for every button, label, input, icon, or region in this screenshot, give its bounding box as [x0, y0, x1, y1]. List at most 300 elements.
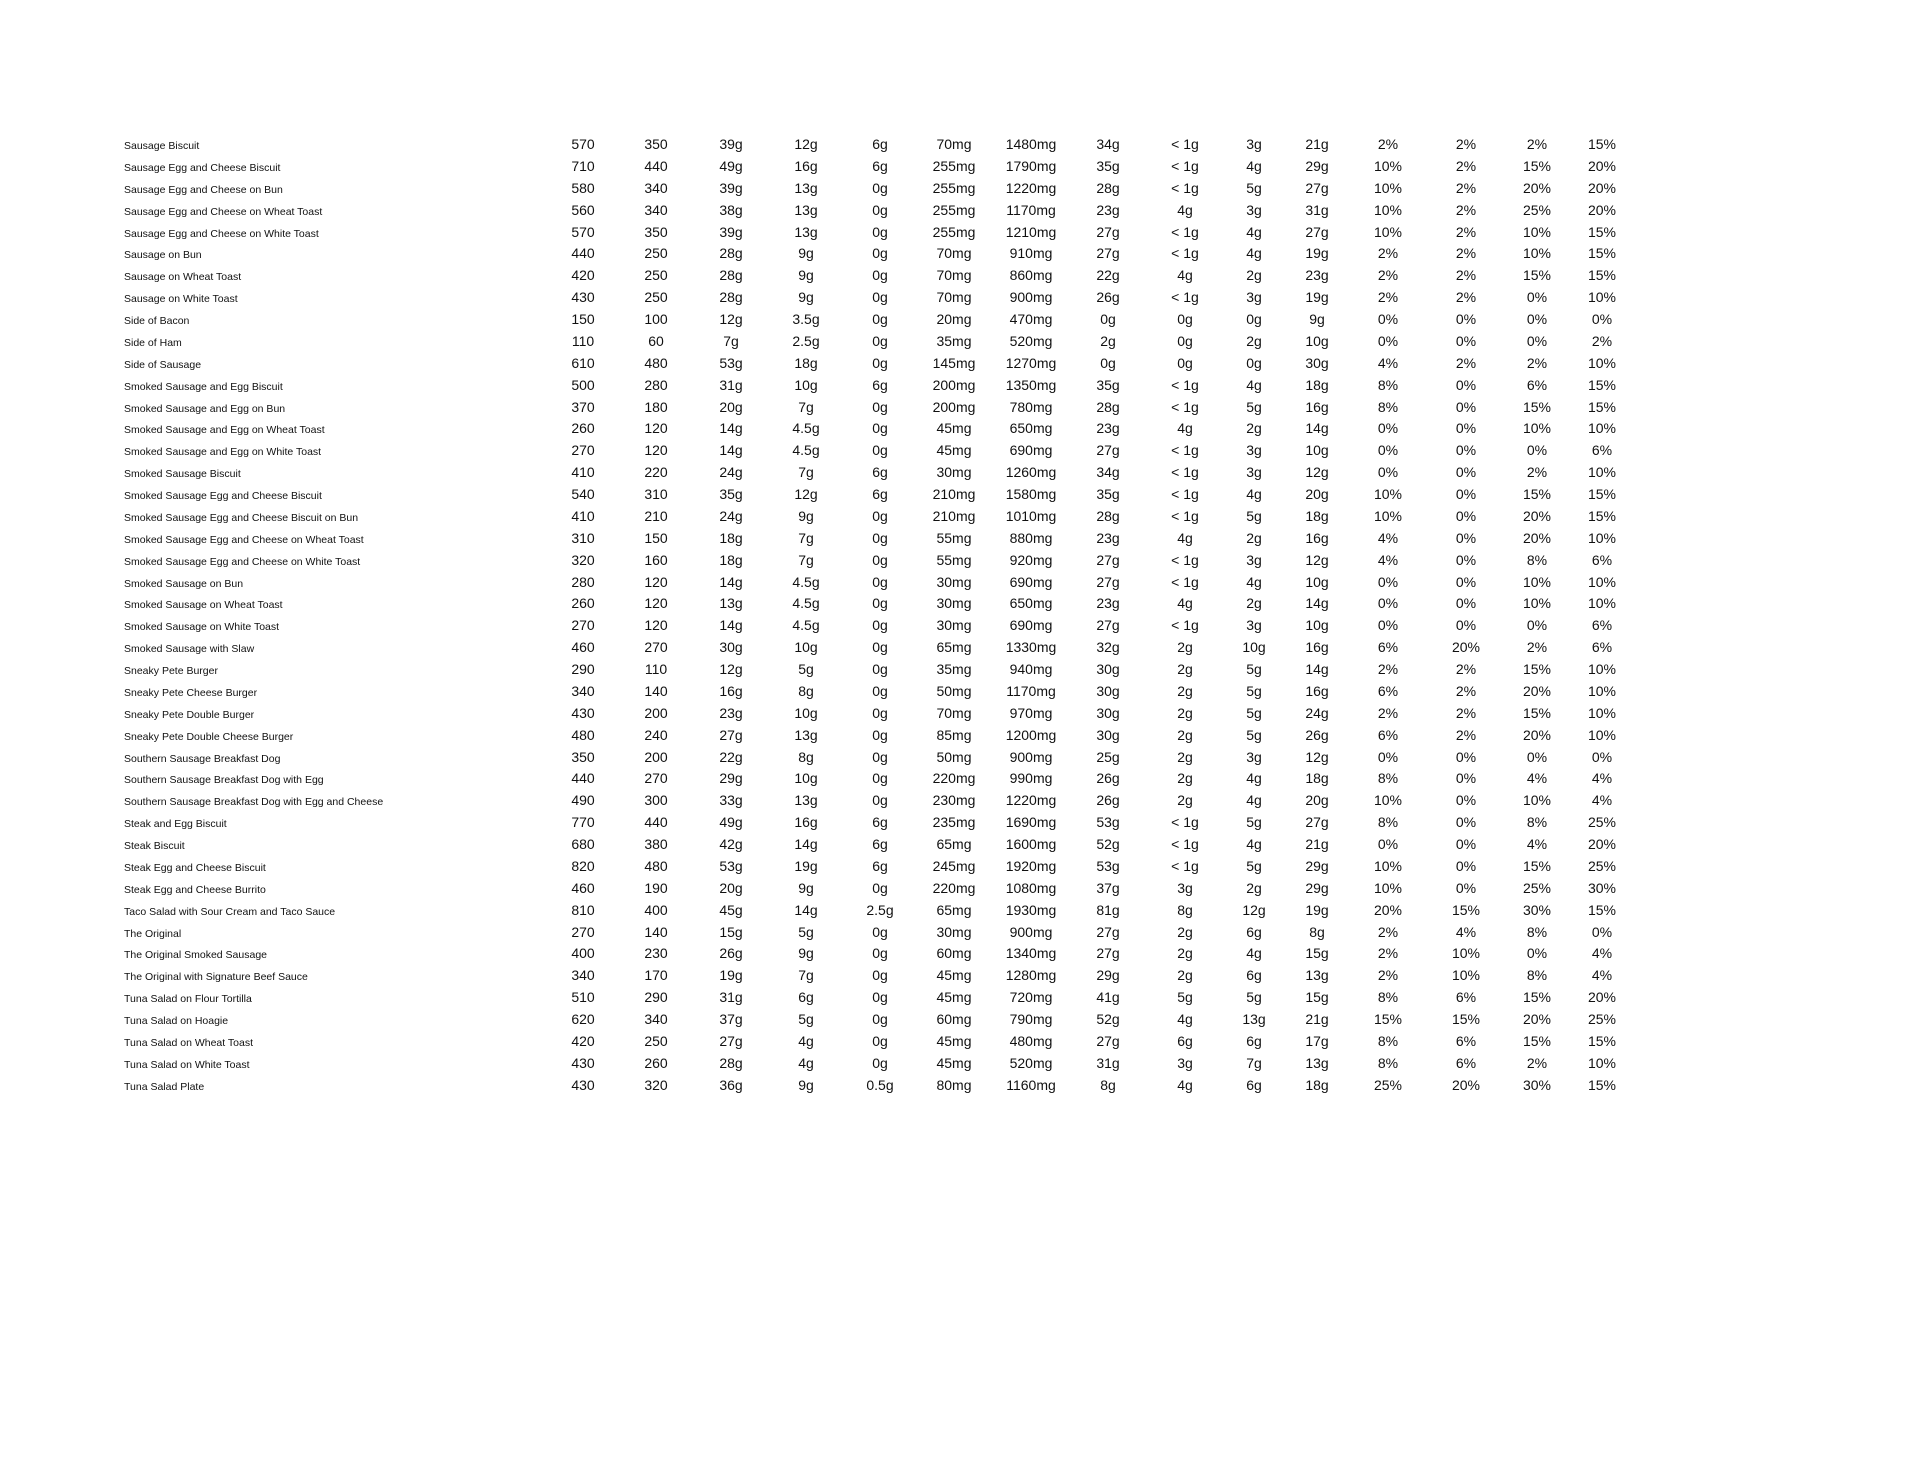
table-cell: 60mg: [936, 945, 972, 962]
table-cell: 15%: [1587, 136, 1617, 152]
table-cell: 18g: [794, 354, 818, 371]
table-cell: 10%: [1522, 573, 1552, 590]
table-cell: 2g: [1246, 879, 1262, 896]
table-cell: 2g: [1246, 420, 1262, 437]
table-cell: 9g: [798, 245, 814, 262]
item-name: Sausage on White Toast: [124, 293, 238, 306]
table-cell: 200: [644, 748, 668, 765]
item-name: Steak Egg and Cheese Biscuit: [124, 861, 266, 874]
table-cell: 2%: [1455, 245, 1477, 262]
table-cell: 8g: [1177, 901, 1193, 918]
table-row: [0, 177, 1920, 199]
table-cell: 0%: [1455, 770, 1477, 787]
table-cell: 12g: [1305, 464, 1329, 481]
item-name: Sneaky Pete Double Burger: [124, 708, 255, 721]
table-cell: 27g: [1096, 442, 1120, 459]
table-cell: 255mg: [932, 201, 976, 218]
table-cell: 10g: [1305, 442, 1329, 459]
table-cell: 14g: [719, 420, 743, 437]
table-cell: 500: [571, 376, 595, 393]
table-cell: 4%: [1377, 354, 1399, 371]
table-cell: 1080mg: [1005, 879, 1057, 896]
table-cell: 6g: [798, 989, 814, 1006]
table-cell: 690mg: [1009, 442, 1053, 459]
table-cell: 370: [571, 398, 595, 415]
table-cell: 5g: [1246, 661, 1262, 677]
table-cell: 21g: [1305, 1011, 1329, 1027]
table-cell: 18g: [1305, 507, 1329, 524]
table-cell: 7g: [798, 529, 814, 546]
table-cell: 270: [571, 617, 595, 634]
table-cell: 15%: [1522, 157, 1552, 174]
table-cell: 10g: [794, 376, 818, 393]
table-cell: 3g: [1177, 879, 1193, 896]
table-cell: 2g: [1177, 945, 1193, 962]
table-cell: 290: [571, 661, 595, 677]
table-cell: 0g: [872, 245, 888, 262]
table-cell: 260: [571, 595, 595, 612]
table-cell: 18g: [719, 551, 743, 568]
table-cell: < 1g: [1171, 136, 1199, 152]
table-cell: 520mg: [1009, 332, 1053, 349]
table-cell: 1220mg: [1005, 792, 1057, 809]
table-row: [0, 352, 1920, 374]
table-cell: 12g: [794, 486, 818, 502]
table-cell: 10%: [1587, 573, 1617, 590]
table-cell: 10%: [1373, 792, 1403, 809]
table-cell: 400: [571, 945, 595, 962]
table-cell: 15%: [1587, 267, 1617, 284]
table-cell: 0%: [1455, 617, 1477, 634]
table-cell: 26g: [1096, 792, 1120, 809]
table-cell: 10%: [1587, 726, 1617, 743]
table-cell: 15%: [1587, 1032, 1617, 1049]
table-cell: 860mg: [1009, 267, 1053, 284]
table-cell: 0%: [1455, 420, 1477, 437]
table-cell: 245mg: [932, 857, 976, 874]
table-cell: 2%: [1526, 639, 1548, 656]
table-cell: 36g: [719, 1076, 743, 1093]
table-cell: 23g: [1305, 267, 1329, 284]
table-cell: 6g: [872, 814, 888, 831]
table-cell: 21g: [1305, 836, 1329, 852]
table-row: [0, 1008, 1920, 1030]
table-cell: < 1g: [1171, 464, 1199, 481]
table-cell: 12g: [1305, 551, 1329, 568]
item-name: Smoked Sausage and Egg on Wheat Toast: [124, 424, 325, 437]
table-cell: 0g: [872, 1032, 888, 1049]
table-cell: 2g: [1177, 967, 1193, 984]
table-cell: 15%: [1522, 989, 1552, 1006]
table-cell: 0g: [872, 311, 888, 327]
table-cell: 2%: [1591, 332, 1613, 349]
table-cell: 55mg: [936, 551, 972, 568]
table-cell: 30%: [1587, 879, 1617, 896]
item-name: Side of Ham: [124, 336, 182, 349]
table-cell: 145mg: [932, 354, 976, 371]
table-cell: 0%: [1526, 311, 1548, 327]
table-cell: 15%: [1587, 376, 1617, 393]
table-cell: 255mg: [932, 179, 976, 196]
table-cell: 10%: [1373, 201, 1403, 218]
table-cell: 1200mg: [1005, 726, 1057, 743]
table-cell: 680: [571, 836, 595, 852]
table-cell: 1930mg: [1005, 901, 1057, 918]
table-cell: 4g: [1177, 1076, 1193, 1093]
table-cell: 20g: [1305, 792, 1329, 809]
table-cell: 4.5g: [792, 420, 820, 437]
table-cell: 25%: [1587, 857, 1617, 874]
table-cell: 180: [644, 398, 668, 415]
table-cell: 10%: [1587, 682, 1617, 699]
table-cell: 15%: [1522, 1032, 1552, 1049]
table-cell: 0%: [1377, 420, 1399, 437]
table-cell: 4%: [1377, 551, 1399, 568]
table-cell: 8%: [1526, 551, 1548, 568]
table-cell: 440: [571, 770, 595, 787]
table-cell: 45mg: [936, 1054, 972, 1071]
table-cell: 3g: [1246, 748, 1262, 765]
table-cell: 2%: [1455, 267, 1477, 284]
table-cell: 200mg: [932, 376, 976, 393]
table-cell: 0g: [872, 267, 888, 284]
table-cell: 970mg: [1009, 704, 1053, 721]
table-cell: 28g: [1096, 507, 1120, 524]
table-cell: 120: [644, 595, 668, 612]
table-cell: 6%: [1591, 551, 1613, 568]
table-cell: 690mg: [1009, 617, 1053, 634]
table-cell: 4g: [1177, 595, 1193, 612]
table-cell: 28g: [719, 267, 743, 284]
table-cell: 49g: [719, 814, 743, 831]
table-cell: 12g: [1242, 901, 1266, 918]
table-row: [0, 658, 1920, 680]
table-cell: 510: [571, 989, 595, 1006]
table-cell: 2g: [1177, 704, 1193, 721]
table-cell: 34g: [1096, 136, 1120, 152]
table-cell: 6%: [1377, 682, 1399, 699]
table-cell: 27g: [1096, 223, 1120, 240]
table-cell: 14g: [719, 573, 743, 590]
table-cell: 20%: [1522, 507, 1552, 524]
table-cell: 4g: [1246, 486, 1262, 502]
table-cell: 27g: [1096, 923, 1120, 940]
table-row: [0, 1052, 1920, 1074]
table-cell: 2%: [1526, 136, 1548, 152]
table-cell: 1170mg: [1006, 682, 1056, 699]
table-cell: 350: [644, 136, 668, 152]
table-cell: 0g: [872, 223, 888, 240]
item-name: Side of Bacon: [124, 315, 190, 327]
table-cell: 2.5g: [866, 901, 894, 918]
table-cell: 0.5g: [866, 1076, 894, 1093]
table-cell: 20%: [1451, 639, 1481, 656]
table-cell: 2%: [1455, 726, 1477, 743]
table-cell: 4%: [1591, 967, 1613, 984]
table-cell: 6g: [1246, 967, 1262, 984]
item-name: Tuna Salad on Flour Tortilla: [124, 993, 252, 1006]
item-name: Sneaky Pete Double Cheese Burger: [124, 730, 294, 743]
table-cell: 0%: [1455, 464, 1477, 481]
table-cell: 65mg: [936, 639, 972, 656]
table-cell: 14g: [794, 901, 818, 918]
table-cell: 650mg: [1009, 595, 1053, 612]
table-cell: 260: [571, 420, 595, 437]
table-cell: 30g: [719, 639, 743, 656]
table-cell: 30mg: [936, 464, 972, 481]
table-cell: 15%: [1587, 223, 1617, 240]
table-cell: 39g: [719, 136, 743, 152]
table-cell: 45mg: [936, 967, 972, 984]
table-cell: 0%: [1377, 573, 1399, 590]
table-cell: 150: [644, 529, 668, 546]
table-cell: 20%: [1522, 1011, 1552, 1027]
table-cell: 0g: [872, 354, 888, 371]
table-cell: 8%: [1377, 1032, 1399, 1049]
table-cell: 340: [644, 201, 668, 218]
table-cell: 210: [644, 507, 668, 524]
table-cell: 23g: [1096, 595, 1120, 612]
table-cell: 120: [644, 617, 668, 634]
table-cell: 33g: [719, 792, 743, 809]
table-cell: 2g: [1246, 267, 1262, 284]
table-cell: 50mg: [936, 748, 972, 765]
table-cell: 8g: [798, 682, 814, 699]
table-cell: 0%: [1377, 464, 1399, 481]
table-cell: 0g: [872, 704, 888, 721]
table-cell: 0g: [872, 398, 888, 415]
table-cell: 4%: [1526, 770, 1548, 787]
table-cell: 14g: [794, 836, 818, 852]
table-cell: 35g: [1096, 157, 1120, 174]
table-cell: 2%: [1377, 945, 1399, 962]
table-cell: 0g: [1246, 311, 1262, 327]
table-cell: 480: [644, 354, 668, 371]
table-cell: 1260mg: [1005, 464, 1057, 481]
table-cell: 18g: [1305, 770, 1329, 787]
table-cell: 27g: [1305, 814, 1329, 831]
item-name: Smoked Sausage Egg and Cheese on Wheat Toast: [124, 533, 364, 546]
table-cell: 70mg: [936, 136, 972, 152]
table-cell: 10%: [1587, 1054, 1617, 1071]
table-cell: 770: [571, 814, 595, 831]
table-cell: 8g: [1309, 923, 1325, 940]
table-cell: 60mg: [936, 1011, 972, 1027]
table-cell: 19g: [1305, 289, 1329, 306]
table-cell: 140: [644, 682, 668, 699]
table-cell: 4g: [1246, 223, 1262, 240]
table-row: [0, 396, 1920, 418]
table-cell: 340: [571, 967, 595, 984]
table-cell: 15%: [1522, 704, 1552, 721]
table-cell: 23g: [719, 704, 743, 721]
table-cell: 3g: [1246, 201, 1262, 218]
item-name: Southern Sausage Breakfast Dog with Egg and Cheese: [124, 796, 384, 809]
table-cell: 470mg: [1009, 311, 1053, 327]
table-cell: 9g: [798, 945, 814, 962]
table-cell: 3.5g: [792, 311, 820, 327]
table-cell: 0%: [1455, 332, 1477, 349]
table-cell: 30g: [1096, 661, 1120, 677]
table-cell: 6g: [1246, 1076, 1262, 1093]
table-cell: 430: [571, 1054, 595, 1071]
table-cell: 250: [644, 245, 668, 262]
table-cell: 10%: [1451, 967, 1481, 984]
table-row: [0, 614, 1920, 636]
table-cell: 7g: [798, 967, 814, 984]
table-cell: 80mg: [936, 1076, 972, 1093]
table-cell: 35g: [719, 486, 743, 502]
table-cell: 0g: [872, 529, 888, 546]
table-cell: 22g: [1096, 267, 1120, 284]
table-cell: 0%: [1377, 617, 1399, 634]
item-name: Sausage Egg and Cheese on Bun: [124, 183, 283, 196]
table-cell: < 1g: [1171, 376, 1199, 393]
table-cell: 240: [644, 726, 668, 743]
table-cell: 0%: [1455, 792, 1477, 809]
table-cell: 0g: [872, 661, 888, 677]
table-cell: 210mg: [932, 507, 976, 524]
table-cell: 12g: [1305, 748, 1329, 765]
table-cell: 4.5g: [792, 595, 820, 612]
table-cell: 4%: [1377, 529, 1399, 546]
table-cell: 3g: [1246, 289, 1262, 306]
table-cell: 15%: [1587, 245, 1617, 262]
table-cell: 120: [644, 442, 668, 459]
table-cell: 0g: [872, 748, 888, 765]
table-cell: 20%: [1587, 179, 1617, 196]
table-cell: 30mg: [936, 923, 972, 940]
table-cell: 8%: [1526, 923, 1548, 940]
table-cell: < 1g: [1171, 507, 1199, 524]
table-cell: 270: [644, 639, 668, 656]
table-cell: 4%: [1526, 836, 1548, 852]
table-cell: 5g: [1246, 814, 1262, 831]
table-cell: 8g: [798, 748, 814, 765]
table-cell: 310: [644, 486, 668, 502]
table-cell: 10%: [1587, 661, 1617, 677]
table-cell: 0%: [1377, 595, 1399, 612]
table-cell: 10%: [1373, 879, 1403, 896]
item-name: Smoked Sausage Biscuit: [124, 468, 241, 481]
table-cell: 3g: [1246, 617, 1262, 634]
item-name: Sausage Egg and Cheese Biscuit: [124, 161, 281, 174]
table-cell: 350: [571, 748, 595, 765]
item-name: Smoked Sausage on Wheat Toast: [124, 599, 283, 612]
table-cell: 53g: [1096, 857, 1120, 874]
table-cell: 270: [571, 442, 595, 459]
table-cell: 30mg: [936, 617, 972, 634]
table-cell: 16g: [719, 682, 743, 699]
table-cell: 5g: [798, 923, 814, 940]
table-cell: 32g: [1096, 639, 1120, 656]
table-cell: 350: [644, 223, 668, 240]
item-name: Smoked Sausage and Egg Biscuit: [124, 380, 283, 393]
table-cell: 10%: [1587, 464, 1617, 481]
table-cell: 280: [571, 573, 595, 590]
table-row: [0, 592, 1920, 614]
table-cell: 270: [644, 770, 668, 787]
table-cell: 1690mg: [1005, 814, 1057, 831]
table-cell: 5g: [1246, 857, 1262, 874]
table-cell: 0g: [872, 442, 888, 459]
table-cell: < 1g: [1171, 223, 1199, 240]
table-cell: 460: [571, 879, 595, 896]
table-cell: 0%: [1455, 311, 1477, 327]
table-cell: 28g: [1096, 398, 1120, 415]
table-cell: 4%: [1591, 770, 1613, 787]
table-cell: 45mg: [936, 989, 972, 1006]
table-cell: 15g: [719, 923, 743, 940]
table-cell: 340: [644, 179, 668, 196]
table-cell: 0%: [1455, 529, 1477, 546]
table-cell: < 1g: [1171, 486, 1199, 502]
table-cell: 38g: [719, 201, 743, 218]
table-row: [0, 877, 1920, 899]
table-row: [0, 702, 1920, 724]
table-cell: 9g: [798, 879, 814, 896]
table-cell: < 1g: [1171, 157, 1199, 174]
nutrition-table: [0, 133, 1920, 1096]
table-row: [0, 1074, 1920, 1096]
table-cell: 6%: [1591, 442, 1613, 459]
table-cell: 2g: [1177, 792, 1193, 809]
table-cell: 16g: [1305, 639, 1329, 656]
table-cell: 940mg: [1009, 661, 1053, 677]
table-row: [0, 636, 1920, 658]
table-cell: 18g: [1305, 1076, 1329, 1093]
table-cell: 0g: [1100, 354, 1116, 371]
table-cell: 31g: [1096, 1054, 1120, 1071]
table-cell: 27g: [1096, 945, 1120, 962]
table-cell: 2%: [1526, 464, 1548, 481]
table-cell: 0g: [872, 967, 888, 984]
table-cell: 45g: [719, 901, 743, 918]
table-cell: 10%: [1587, 595, 1617, 612]
item-name: Sausage Egg and Cheese on White Toast: [124, 227, 319, 240]
table-cell: 610: [571, 354, 595, 371]
table-row: [0, 921, 1920, 943]
table-cell: 270: [571, 923, 595, 940]
table-cell: 31g: [719, 376, 743, 393]
table-cell: 990mg: [1009, 770, 1053, 787]
table-cell: 4g: [1177, 267, 1193, 284]
table-cell: 290: [644, 989, 668, 1006]
table-cell: 0%: [1455, 595, 1477, 612]
table-cell: 0g: [872, 639, 888, 656]
table-cell: 0g: [1246, 354, 1262, 371]
table-cell: 0%: [1526, 332, 1548, 349]
table-cell: 1350mg: [1005, 376, 1057, 393]
table-cell: 0g: [1177, 311, 1193, 327]
table-cell: 16g: [794, 157, 818, 174]
table-cell: 22g: [719, 748, 743, 765]
table-cell: 2%: [1377, 967, 1399, 984]
table-cell: 650mg: [1009, 420, 1053, 437]
table-cell: 580: [571, 179, 595, 196]
table-cell: 14g: [1305, 595, 1329, 612]
table-cell: 0%: [1455, 551, 1477, 568]
table-cell: 0g: [872, 945, 888, 962]
table-cell: 39g: [719, 223, 743, 240]
table-cell: 13g: [1242, 1011, 1266, 1027]
table-cell: 15%: [1587, 486, 1617, 502]
item-name: Smoked Sausage with Slaw: [124, 643, 255, 656]
table-cell: 7g: [798, 551, 814, 568]
item-name: Steak Egg and Cheese Burrito: [124, 883, 266, 896]
table-cell: 220mg: [932, 770, 976, 787]
table-row: [0, 155, 1920, 177]
